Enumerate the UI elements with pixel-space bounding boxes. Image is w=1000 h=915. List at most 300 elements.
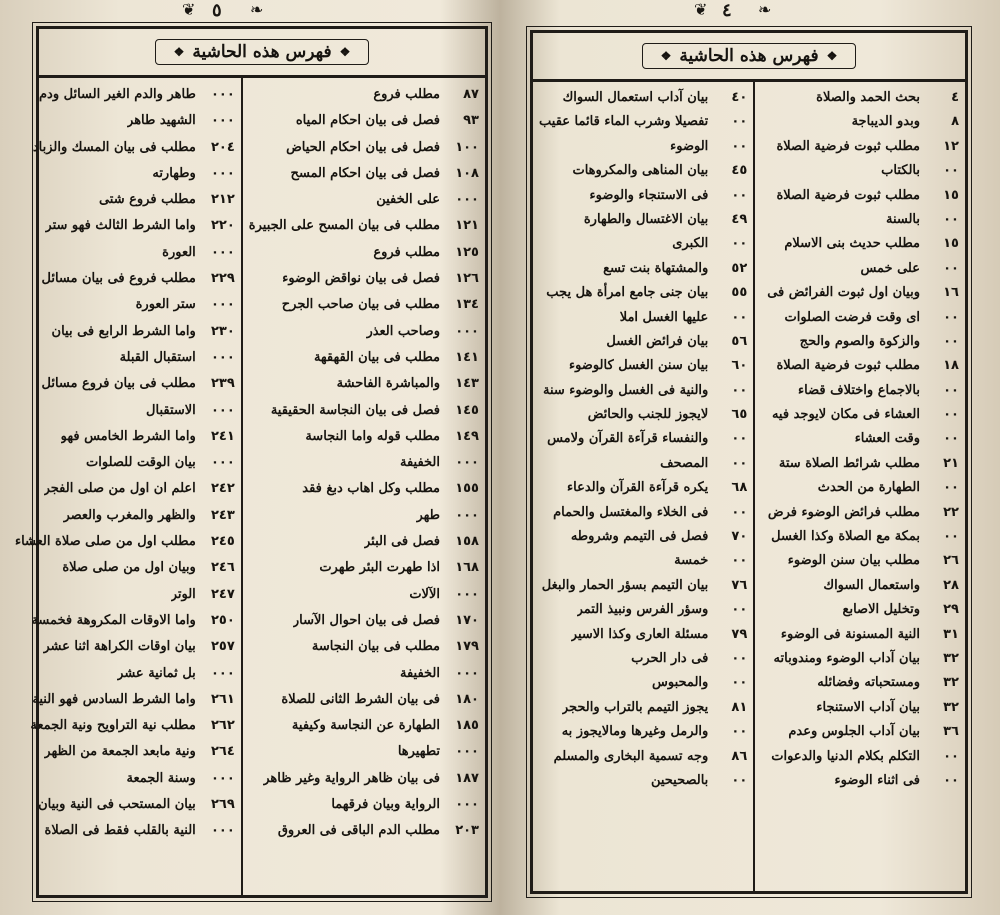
entry-page-number: ٢٤٦ bbox=[210, 560, 235, 576]
entry-page-number: ٠٠ bbox=[731, 455, 748, 471]
entry-title: والمشتهاة بنت تسع bbox=[603, 260, 709, 276]
entry-page-number: ١٢ bbox=[943, 138, 959, 154]
index-entry bbox=[249, 661, 479, 687]
entry-title: بالسنة bbox=[885, 211, 920, 227]
entry-page-number: ٣٦ bbox=[943, 724, 959, 740]
right-page bbox=[502, 0, 1000, 915]
entry-title: بيان فرائض الغسل bbox=[606, 333, 709, 349]
entry-page-number: ٠٠٠ bbox=[210, 349, 235, 365]
index-entry bbox=[539, 623, 747, 647]
page-title: فهرس هذه الحاشية bbox=[192, 42, 332, 62]
entry-page-number: ٠٠٠ bbox=[210, 165, 235, 181]
entry-title: بحث الحمد والصلاة bbox=[816, 90, 920, 105]
ornament-icon: ❦ bbox=[694, 0, 708, 19]
entry-title: مطلب شرائط الصلاة ستة bbox=[778, 455, 920, 471]
entry-page-number: ٠٠ bbox=[731, 114, 748, 130]
index-entry bbox=[539, 403, 747, 427]
entry-page-number: ٢٦٢ bbox=[210, 718, 235, 734]
index-entry bbox=[539, 720, 747, 744]
entry-title: مسئلة العارى وكذا الاسير bbox=[570, 626, 709, 642]
entry-title: تفصيلا وشرب الماء قائما عقيب bbox=[539, 114, 709, 130]
index-entry bbox=[249, 634, 479, 660]
entry-page-number: ٠٠ bbox=[731, 309, 748, 325]
index-entry bbox=[15, 187, 235, 213]
entry-title: فى دار الحرب bbox=[631, 650, 709, 666]
entry-page-number: ١٤٥ bbox=[455, 402, 479, 418]
entry-page-number: ٠٠ bbox=[731, 138, 748, 154]
entry-title: الرواية وبيان فرقهما bbox=[331, 797, 440, 813]
ornament-icon: ❖ bbox=[826, 49, 838, 63]
entry-title: فى بيان ظاهر الرواية وغير ظاهر bbox=[263, 770, 440, 786]
index-entry bbox=[15, 345, 235, 371]
entry-title: الآلات bbox=[409, 586, 440, 602]
index-entry bbox=[539, 257, 747, 281]
entry-title: فصل فى التيمم وشروطه bbox=[570, 529, 709, 545]
index-entry bbox=[15, 135, 235, 161]
entry-page-number: ٠٠ bbox=[943, 407, 959, 423]
index-entry bbox=[15, 661, 235, 687]
entry-page-number: ٢١ bbox=[943, 455, 959, 471]
entry-page-number: ٠٠ bbox=[731, 431, 748, 447]
index-entry bbox=[761, 549, 959, 573]
index-entry bbox=[249, 82, 479, 108]
entry-title: مطلب فروع bbox=[373, 244, 440, 260]
entry-page-number: ٢٩ bbox=[943, 602, 959, 618]
entry-title: لايجوز للجنب والحائض bbox=[587, 407, 709, 423]
entry-title: والزكوة والصوم والحج bbox=[799, 333, 920, 349]
entry-page-number: ٠٠ bbox=[943, 333, 959, 349]
entry-title: بيان المستحب فى النية وبيان bbox=[38, 797, 196, 813]
index-entry bbox=[249, 135, 479, 161]
entry-page-number: ٢٤٥ bbox=[210, 534, 235, 550]
index-entry bbox=[249, 108, 479, 134]
index-entry bbox=[249, 371, 479, 397]
index-entry bbox=[761, 135, 959, 159]
entry-page-number: ٢٤٣ bbox=[210, 507, 235, 523]
index-entry bbox=[249, 713, 479, 739]
entry-title: مطلب فى بيان صاحب الجرح bbox=[281, 297, 440, 313]
index-entry bbox=[15, 319, 235, 345]
entry-page-number: ١٨٠ bbox=[455, 691, 479, 707]
entry-page-number: ٨٦ bbox=[731, 748, 748, 764]
entry-title: مطلب قوله واما النجاسة bbox=[305, 428, 440, 444]
index-entry bbox=[539, 647, 747, 671]
entry-page-number: ٠٠٠ bbox=[210, 455, 235, 471]
index-entry bbox=[249, 608, 479, 634]
entry-page-number: ٢٢٠ bbox=[210, 218, 235, 234]
entry-page-number: ٠٠ bbox=[943, 260, 959, 276]
page-header bbox=[39, 29, 485, 78]
index-entry bbox=[761, 208, 959, 232]
entry-page-number: ٠٠٠ bbox=[210, 823, 235, 839]
index-entry bbox=[249, 739, 479, 765]
entry-page-number: ٠٠ bbox=[731, 382, 748, 398]
index-entry bbox=[15, 398, 235, 424]
entry-title: مطلب حديث بنى الاسلام bbox=[784, 236, 920, 252]
index-entry bbox=[761, 86, 959, 110]
entry-page-number: ٢١٢ bbox=[210, 192, 235, 208]
entry-title: تطهيرها bbox=[397, 744, 440, 760]
entry-title: واما الشرط الثالث فهو ستر bbox=[45, 218, 196, 234]
entry-title: بالكتاب bbox=[881, 163, 920, 179]
entry-page-number: ٧٠ bbox=[731, 529, 748, 545]
entry-page-number: ٢٢ bbox=[943, 504, 959, 520]
entry-title: وبيان اول ثبوت الفرائض فى bbox=[767, 285, 920, 301]
index-columns bbox=[14, 78, 485, 895]
index-entry bbox=[761, 452, 959, 476]
entry-title: مطلب ثبوت فرضية الصلاة bbox=[776, 358, 920, 374]
entry-page-number: ٠٠ bbox=[943, 529, 959, 545]
entry-title: الشهيد طاهر bbox=[127, 113, 196, 129]
index-entry bbox=[15, 266, 235, 292]
entry-title: طهر bbox=[416, 507, 440, 523]
index-entry bbox=[249, 319, 479, 345]
index-entry bbox=[249, 213, 479, 239]
entry-title: على خمس bbox=[860, 260, 920, 276]
entry-page-number: ١٤١ bbox=[455, 349, 479, 365]
entry-page-number: ٩٣ bbox=[463, 113, 479, 129]
entry-title: وتخليل الاصابع bbox=[842, 602, 920, 618]
entry-title: النية المسنونة فى الوضوء bbox=[780, 626, 920, 642]
entry-page-number: ٠٠ bbox=[731, 553, 748, 569]
entry-page-number: ٤٩ bbox=[731, 211, 748, 227]
entry-page-number: ٠٠٠ bbox=[455, 665, 479, 681]
entry-title: بمكة مع الصلاة وكذا الغسل bbox=[771, 529, 920, 545]
index-entry bbox=[761, 110, 959, 134]
entry-title: بيان الوقت للصلوات bbox=[86, 455, 196, 471]
index-entry bbox=[15, 713, 235, 739]
entry-page-number: ١٣٤ bbox=[455, 297, 479, 313]
index-column-left bbox=[533, 82, 755, 891]
entry-title: ومستحباته وفضائله bbox=[817, 675, 920, 691]
index-entry bbox=[761, 281, 959, 305]
entry-page-number: ٢٢٩ bbox=[210, 271, 235, 287]
entry-title: والظهر والمغرب والعصر bbox=[63, 507, 196, 523]
page-title: فهرس هذه الحاشية bbox=[679, 46, 819, 66]
index-entry bbox=[249, 161, 479, 187]
entry-title: فى الاستنجاء والوضوء bbox=[589, 187, 709, 203]
index-entry bbox=[539, 476, 747, 500]
entry-page-number: ١٥٥ bbox=[455, 481, 479, 497]
index-entry bbox=[539, 379, 747, 403]
entry-title: مطلب فروع فى بيان مسائل bbox=[41, 271, 196, 287]
index-entry bbox=[249, 345, 479, 371]
entry-title: والرمل وغيرها ومالايجوز به bbox=[561, 724, 709, 740]
entry-title: واستعمال السواك bbox=[823, 577, 920, 593]
index-entry bbox=[249, 266, 479, 292]
index-columns bbox=[533, 82, 965, 891]
entry-page-number: ٥٢ bbox=[731, 260, 748, 276]
entry-title: بيان اوقات الكراهة اثنا عشر bbox=[43, 639, 196, 655]
index-entry bbox=[539, 501, 747, 525]
index-entry bbox=[761, 647, 959, 671]
entry-page-number: ٣١ bbox=[943, 626, 959, 642]
entry-title: مطلب فروع bbox=[373, 87, 440, 102]
index-entry bbox=[761, 525, 959, 549]
index-entry bbox=[15, 213, 235, 239]
entry-page-number: ٠٠ bbox=[731, 772, 748, 788]
entry-page-number: ١٧٩ bbox=[455, 639, 479, 655]
index-entry bbox=[15, 766, 235, 792]
entry-page-number: ٢٦٩ bbox=[210, 797, 235, 813]
entry-page-number: ٠٠ bbox=[943, 163, 959, 179]
entry-title: مطلب فى بيان المسك والزباد bbox=[32, 139, 196, 155]
entry-page-number: ١٢٦ bbox=[455, 271, 479, 287]
entry-page-number: ١٠٠ bbox=[455, 139, 479, 155]
entry-title: وسؤر الفرس ونبيذ التمر bbox=[576, 602, 709, 618]
entry-title: مطلب فروع شتى bbox=[98, 192, 196, 208]
entry-title: اذا طهرت البئر طهرت bbox=[319, 560, 440, 576]
index-entry bbox=[539, 208, 747, 232]
entry-title: بيان المناهى والمكروهات bbox=[572, 163, 709, 179]
entry-page-number: ١٨٥ bbox=[455, 718, 479, 734]
entry-page-number: ٦٥ bbox=[731, 407, 748, 423]
entry-page-number: ٢٦ bbox=[943, 553, 959, 569]
page-title-box bbox=[642, 43, 857, 69]
entry-page-number: ١٤٩ bbox=[455, 428, 479, 444]
entry-title: فصل فى بيان احكام المسح bbox=[290, 165, 440, 181]
index-column-left bbox=[9, 78, 243, 895]
entry-title: استقبال القبلة bbox=[119, 349, 196, 365]
entry-page-number: ١٢٥ bbox=[455, 244, 479, 260]
entry-page-number: ٠٠٠ bbox=[210, 770, 235, 786]
entry-page-number: ٠٠ bbox=[731, 504, 748, 520]
entry-page-number: ٢٤٢ bbox=[210, 481, 235, 497]
index-entry bbox=[249, 398, 479, 424]
index-entry bbox=[15, 424, 235, 450]
entry-title: فصل فى بيان احكام المياه bbox=[295, 113, 440, 129]
ornament-icon: ❖ bbox=[339, 45, 351, 59]
index-entry bbox=[761, 598, 959, 622]
entry-title: مطلب بيان سنن الوضوء bbox=[787, 553, 920, 569]
index-entry bbox=[761, 232, 959, 256]
entry-page-number: ١٤٣ bbox=[455, 376, 479, 392]
entry-page-number: ٦٨ bbox=[731, 480, 748, 496]
entry-title: واما الشرط الرابع فى بيان bbox=[51, 323, 196, 339]
index-entry bbox=[539, 159, 747, 183]
entry-title: واما الاوقات المكروهة فخمسة bbox=[31, 612, 196, 628]
entry-title: وصاحب العذر bbox=[366, 323, 440, 339]
index-entry bbox=[15, 792, 235, 818]
index-entry bbox=[539, 745, 747, 769]
index-entry bbox=[761, 330, 959, 354]
entry-page-number: ٤٥ bbox=[731, 163, 748, 179]
entry-title: بيان التيمم بسؤر الحمار والبغل bbox=[541, 577, 709, 593]
entry-title: مطلب نية التراويح ونية الجمعة bbox=[30, 718, 196, 734]
entry-title: والنية فى الغسل والوضوء سنة bbox=[542, 382, 709, 398]
entry-page-number: ٠٠٠ bbox=[210, 297, 235, 313]
entry-title: وجه تسمية البخارى والمسلم bbox=[553, 748, 709, 764]
index-entry bbox=[249, 687, 479, 713]
index-entry bbox=[539, 427, 747, 451]
index-entry bbox=[761, 306, 959, 330]
entry-page-number: ٢٣٩ bbox=[210, 376, 235, 392]
index-entry bbox=[761, 427, 959, 451]
index-entry bbox=[15, 634, 235, 660]
entry-page-number: ١٦ bbox=[943, 285, 959, 301]
index-entry bbox=[761, 403, 959, 427]
entry-title: فصل فى بيان النجاسة الحقيقية bbox=[270, 402, 440, 418]
entry-title: الوتر bbox=[170, 586, 196, 602]
index-entry bbox=[249, 187, 479, 213]
index-entry bbox=[761, 379, 959, 403]
index-entry bbox=[761, 184, 959, 208]
index-entry bbox=[15, 161, 235, 187]
index-entry bbox=[15, 476, 235, 502]
index-entry bbox=[539, 549, 747, 573]
entry-title: فصل فى بيان نواقض الوضوء bbox=[282, 271, 440, 287]
page-title-box bbox=[155, 39, 370, 65]
index-entry bbox=[539, 184, 747, 208]
entry-title: طاهر والدم الغير السائل ودم bbox=[38, 87, 196, 102]
entry-page-number: ١٨ bbox=[943, 358, 959, 374]
entry-title: مطلب فى بيان القهقهة bbox=[313, 349, 440, 365]
index-entry bbox=[249, 450, 479, 476]
entry-title: والمحبوس bbox=[652, 675, 709, 691]
entry-title: فى الخلاء والمغتسل والحمام bbox=[553, 504, 709, 520]
entry-page-number: ٠٠ bbox=[731, 236, 748, 252]
entry-page-number: ٠٠ bbox=[943, 748, 959, 764]
entry-title: يكره قرآءة القرآن والدعاء bbox=[567, 480, 709, 496]
index-entry bbox=[249, 582, 479, 608]
index-entry bbox=[15, 108, 235, 134]
entry-page-number: ٣٢ bbox=[943, 699, 959, 715]
entry-page-number: ٤ bbox=[951, 90, 959, 105]
index-entry bbox=[15, 739, 235, 765]
entry-title: بيان سنن الغسل كالوضوء bbox=[568, 358, 709, 374]
entry-title: بيان آداب استعمال السواك bbox=[562, 90, 709, 105]
index-entry bbox=[249, 792, 479, 818]
entry-title: وقت العشاء bbox=[854, 431, 920, 447]
entry-title: الوضوء bbox=[670, 138, 709, 154]
entry-title: ستر العورة bbox=[135, 297, 196, 313]
page-frame bbox=[14, 26, 488, 898]
entry-page-number: ٣٢ bbox=[943, 675, 959, 691]
entry-page-number: ٠٠٠ bbox=[455, 323, 479, 339]
index-entry bbox=[761, 257, 959, 281]
index-entry bbox=[249, 818, 479, 844]
entry-title: فصل فى البئر bbox=[363, 534, 440, 550]
entry-page-number: ٠٠ bbox=[943, 211, 959, 227]
entry-page-number: ٨ bbox=[951, 114, 959, 130]
index-entry bbox=[249, 240, 479, 266]
index-entry bbox=[539, 574, 747, 598]
ornament-icon: ❧ bbox=[250, 0, 264, 19]
entry-title: فى اثناء الوضوء bbox=[834, 772, 920, 788]
entry-page-number: ١٨٧ bbox=[455, 770, 479, 786]
index-entry bbox=[15, 529, 235, 555]
entry-page-number: ٢٣٠ bbox=[210, 323, 235, 339]
index-entry bbox=[249, 555, 479, 581]
entry-page-number: ٠٠ bbox=[731, 187, 748, 203]
entry-title: ونية مابعد الجمعة من الظهر bbox=[44, 744, 196, 760]
entry-title: وطهارته bbox=[152, 165, 196, 181]
index-entry bbox=[249, 766, 479, 792]
entry-title: والنفساء قرآءة القرآن ولامس bbox=[547, 431, 709, 447]
page-number: ٤ bbox=[722, 0, 732, 21]
entry-title: على الخفين bbox=[376, 192, 440, 208]
entry-title: الخفيفة bbox=[399, 665, 440, 681]
entry-page-number: ٢٥٧ bbox=[210, 639, 235, 655]
index-entry bbox=[249, 503, 479, 529]
entry-title: الكبرى bbox=[672, 236, 709, 252]
entry-title: بيان آداب الجلوس وعدم bbox=[788, 724, 920, 740]
entry-page-number: ٠٠٠ bbox=[455, 507, 479, 523]
entry-title: بل ثمانية عشر bbox=[117, 665, 196, 681]
entry-page-number: ١٥ bbox=[943, 187, 959, 203]
index-entry bbox=[15, 503, 235, 529]
entry-page-number: ٢٤١ bbox=[210, 428, 235, 444]
entry-page-number: ٥٥ bbox=[731, 285, 748, 301]
entry-title: مطلب الدم الباقى فى العروق bbox=[277, 823, 440, 839]
entry-page-number: ١٦٨ bbox=[455, 560, 479, 576]
entry-title: عليها الغسل املا bbox=[619, 309, 709, 325]
index-entry bbox=[15, 555, 235, 581]
entry-page-number: ٢٥٠ bbox=[210, 612, 235, 628]
entry-title: الطهارة من الحدث bbox=[817, 480, 920, 496]
entry-title: واما الشرط الخامس فهو bbox=[60, 428, 196, 444]
entry-title: خمسة bbox=[674, 553, 709, 569]
entry-page-number: ٠٠٠ bbox=[210, 87, 235, 102]
entry-page-number: ٨٧ bbox=[463, 87, 479, 102]
index-entry bbox=[539, 769, 747, 793]
entry-page-number: ٦٠ bbox=[731, 358, 748, 374]
entry-title: اى وقت فرضت الصلوات bbox=[784, 309, 920, 325]
entry-page-number: ٠٠ bbox=[943, 382, 959, 398]
entry-page-number: ٠٠ bbox=[943, 431, 959, 447]
entry-title: العشاء فى مكان لايوجد فيه bbox=[771, 407, 920, 423]
entry-title: مطلب ثبوت فرضية الصلاة bbox=[776, 187, 920, 203]
index-entry bbox=[761, 671, 959, 695]
entry-page-number: ٠٠ bbox=[943, 772, 959, 788]
entry-title: مطلب وكل اهاب دبغ فقد bbox=[302, 481, 440, 497]
entry-title: مطلب فى بيان المسح على الجبيرة bbox=[248, 218, 440, 234]
entry-page-number: ٠٠ bbox=[943, 309, 959, 325]
entry-title: مطلب ثبوت فرضية الصلاة bbox=[776, 138, 920, 154]
index-entry bbox=[761, 574, 959, 598]
index-entry bbox=[539, 135, 747, 159]
entry-title: بيان جنى جامع امرأة هل يجب bbox=[546, 285, 709, 301]
entry-page-number: ٨١ bbox=[731, 699, 748, 715]
index-entry bbox=[15, 240, 235, 266]
entry-page-number: ٤٠ bbox=[731, 90, 748, 105]
entry-page-number: ٠٠٠ bbox=[210, 244, 235, 260]
page-frame bbox=[530, 30, 968, 894]
index-column-right bbox=[243, 78, 485, 895]
entry-page-number: ١٥٨ bbox=[455, 534, 479, 550]
entry-title: واما الشرط السادس فهو النية bbox=[32, 691, 196, 707]
index-entry bbox=[539, 232, 747, 256]
entry-title: مطلب اول من صلى صلاة العشاء bbox=[14, 534, 196, 550]
ornament-icon: ❦ bbox=[182, 0, 196, 19]
index-entry bbox=[539, 671, 747, 695]
index-entry bbox=[15, 608, 235, 634]
entry-page-number: ٠٠٠ bbox=[210, 402, 235, 418]
entry-title: وبيان اول من صلى صلاة bbox=[62, 560, 196, 576]
entry-page-number: ٠٠٠ bbox=[455, 797, 479, 813]
index-entry bbox=[249, 292, 479, 318]
left-page bbox=[0, 0, 498, 915]
entry-title: فصل فى بيان احكام الحياض bbox=[286, 139, 440, 155]
index-entry bbox=[249, 424, 479, 450]
index-entry bbox=[15, 292, 235, 318]
entry-page-number: ١٠٨ bbox=[455, 165, 479, 181]
entry-page-number: ٠٠ bbox=[731, 602, 748, 618]
index-entry bbox=[761, 623, 959, 647]
index-entry bbox=[761, 745, 959, 769]
entry-title: مطلب فى بيان النجاسة bbox=[311, 639, 440, 655]
entry-page-number: ١٢١ bbox=[455, 218, 479, 234]
